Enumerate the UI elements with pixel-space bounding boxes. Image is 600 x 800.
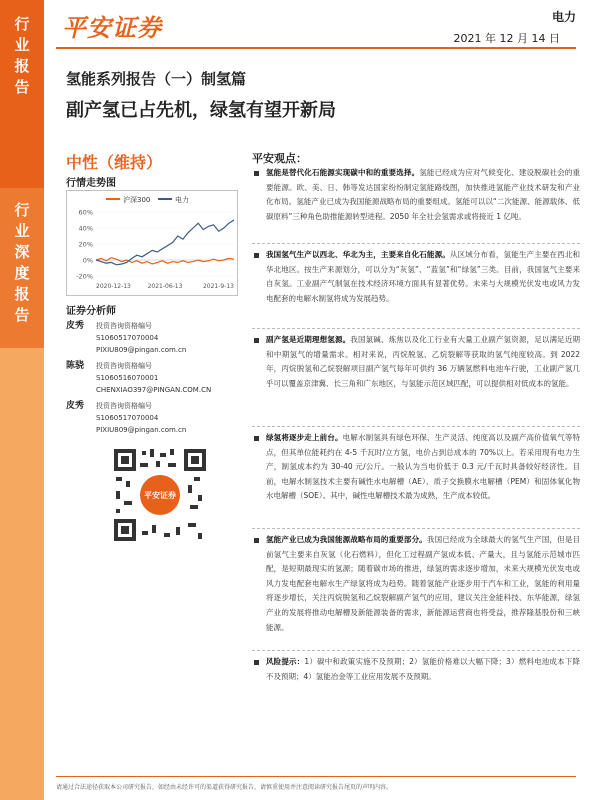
qr-code[interactable] — [110, 445, 210, 545]
y-tick-label: 60% — [78, 208, 93, 217]
bullet-icon — [254, 660, 259, 665]
analyst-1 — [66, 320, 246, 356]
point-text: 我国氯碱、炼焦以及化工行业有大量工业副产氢资源，足以满足近期和中期氢气的增量需求。相对来说，丙烷脱氢、乙烷裂解等获取的氢气纯度较高。到 2022 年，丙烷脱氢和乙烷裂解项目副产氢气每年可供约 36 万辆氢燃料电池车行驶，工业副产氢几乎可以覆盖京津冀、长三角和广东地区，与氢能示范区域匹配，可以提供相对低成本的氢能。 — [266, 335, 581, 388]
series-line — [96, 220, 234, 265]
point-industry-strategy — [252, 533, 580, 635]
analyst-name: 皮秀 — [66, 401, 85, 411]
analyst-email[interactable]: PIXIU809@pingan.com.cn — [96, 346, 187, 354]
x-tick-label: 2021-06-13 — [147, 283, 183, 290]
x-tick-label: 2020-12-13 — [96, 283, 131, 290]
point-text: 电解水制氢具有绿色环保、生产灵活、纯度高以及副产高价值氧气等特点，但其单位能耗约在 4-5 千瓦时/立方氢，电价占到总成本的 70%以上。若采用现有电力生产，制氢成本约为 30-40 元/公斤。一般认为当电价低于 0.3 元/千瓦时具备较好经济性。目前，电解水制氢技术主要有碱性水电解槽（AE）、质子交换膜水电解槽（PEM）和固体氧化物水电解槽（SOE）。其中，碱性电解槽技术最为成熟，生产成本较低。 — [266, 433, 580, 501]
chart-label: 行情走势图 — [66, 178, 116, 189]
footer-disclaimer: 请通过合法途径获取本公司研究报告，如经由未经许可的渠道获得研究报告，请慎重使用并注意阅读研究报告尾页的声明内容。 — [56, 784, 393, 791]
point-heading: 我国氢气生产以西北、华北为主，主要来自化石能源。 — [266, 250, 450, 259]
y-tick-label: 0% — [82, 256, 93, 265]
legend-label: 电力 — [175, 196, 189, 204]
point-byproduct-hydrogen — [252, 333, 580, 391]
report-title: 副产氢已占先机，绿氢有望开新局 — [66, 100, 336, 121]
report-series: 氢能系列报告（一）制氢篇 — [66, 70, 247, 88]
analyst-name: 陈骁 — [66, 361, 85, 371]
point-text: 1）碳中和政策实施不及预期；2）氢能价格难以大幅下降；3）燃料电池成本下降不及预期；4）氢能冶金等工业应用发展不及预期。 — [266, 657, 580, 681]
point-heading: 氢能产业已成为我国能源战略布局的重要部分。 — [266, 535, 427, 544]
analyst-cert-no: S1060517070004 — [96, 334, 159, 342]
qr-logo-text: 平安证券 — [144, 491, 176, 500]
point-text: 从区域分布看，氢能生产主要在西北和华北地区。按生产来源划分，可以分为“灰氢”、“蓝氢”和“绿氢”三类。目前，我国氢气主要来自灰氢。工业副产气制氢在技术经济环境方面具有显著优势。未来与大规模光伏发电或风力发电配套的电解水制氢将成为发展趋势。 — [266, 250, 581, 303]
bullet-icon — [254, 253, 259, 258]
qr-code-icon — [110, 445, 210, 545]
header-divider — [56, 47, 576, 49]
divider — [252, 243, 580, 244]
analyst-cert-label: 投资咨询资格编号 — [96, 362, 152, 370]
point-heading: 风险提示： — [266, 657, 305, 666]
bullet-icon — [254, 436, 259, 441]
analyst-email[interactable]: PIXIU809@pingan.com.cn — [96, 426, 187, 434]
point-green-hydrogen — [252, 431, 580, 504]
report-date: 2021 年 12 月 14 日 — [453, 32, 560, 45]
bullet-icon — [254, 338, 259, 343]
y-tick-label: 40% — [78, 224, 93, 233]
y-tick-label: -20% — [76, 272, 93, 281]
divider — [252, 426, 580, 427]
x-tick-label: 2021-9-13 — [202, 283, 234, 290]
analyst-2 — [66, 360, 246, 396]
point-risk-warning — [252, 655, 580, 684]
y-tick-label: 20% — [78, 240, 93, 249]
point-heading: 氢能是替代化石能源实现碳中和的重要选择。 — [266, 168, 420, 177]
series-line — [96, 258, 234, 264]
brand-logo: 平安证券 — [62, 14, 162, 42]
footer-divider — [56, 776, 576, 777]
point-heading: 绿氢将逐步走上前台。 — [266, 433, 343, 442]
legend-label: 沪深300 — [123, 196, 151, 204]
analyst-cert-label: 投资咨询资格编号 — [96, 322, 152, 330]
rating: 中性（维持） — [66, 153, 163, 172]
side-label-report-type: 行 业 报 告 — [14, 15, 30, 96]
analyst-name: 皮秀 — [66, 321, 85, 331]
analyst-cert-no: S1060517070004 — [96, 414, 159, 422]
divider — [252, 528, 580, 529]
analyst-email[interactable]: CHENXIAO397@PINGAN.COM.CN — [96, 386, 212, 394]
analysts-label: 证券分析师 — [66, 306, 116, 317]
chart-svg — [66, 190, 238, 296]
analyst-cert-label: 投资咨询资格编号 — [96, 402, 152, 410]
divider — [252, 650, 580, 651]
analyst-3 — [66, 400, 246, 436]
point-hydrogen-role — [252, 166, 580, 224]
point-regional-production — [252, 248, 580, 306]
divider — [252, 328, 580, 329]
side-label-depth-report: 行 业 深 度 报 告 — [14, 201, 30, 324]
bullet-icon — [254, 171, 259, 176]
point-text: 我国已经成为全球最大的氢气生产国，但是目前氢气主要来自灰氢（化石燃料），但化工过程副产氢成本低、产量大，且与氢能示范城市匹配，是短期最现实的氢源；随着碳市场的推进，绿氢的需求逐步增加，未来大规模光伏发电或风力发电配套电解水生产绿氢将成为趋势。随着氢能产业逐步用于汽车和工业，氢能的利用量将逐步增长，关注丙烷脱氢和乙烷裂解副产氢气的应用，建议关注金能科技、东华能源，绿氢产业的发展将推动电解槽及新能源装备的需求，新能源运营商也将受益，推荐隆基股份和三峡能源。 — [266, 535, 581, 632]
viewpoint-label: 平安观点： — [252, 152, 307, 165]
point-text: 氢能已经成为应对气候变化、建设脱碳社会的重要能源。欧、美、日、韩等发达国家纷纷制定氢能路线图，加快推进氢能产业技术研发和产业化布局。氢能产业已成为我国能源战略布局的重要组成。氢能可以以“二次能源、能源载体、低碳原料”三种角色助推能源转型进程。2050 年全社会氢需求或将接近 1 亿吨。 — [266, 168, 580, 221]
price-trend-chart — [66, 190, 238, 296]
sector-label: 电力 — [551, 10, 576, 24]
point-heading: 副产氢是近期理想氢源。 — [266, 335, 351, 344]
analyst-cert-no: S1060516070001 — [96, 374, 159, 382]
bullet-icon — [254, 538, 259, 543]
